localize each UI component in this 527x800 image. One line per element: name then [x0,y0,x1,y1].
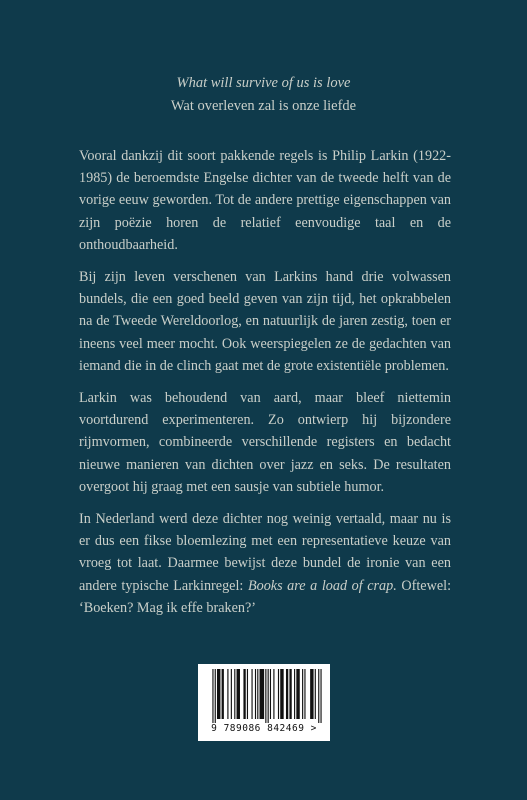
barcode-bar [315,669,316,719]
barcode-bar [227,669,228,719]
barcode-bar [270,669,271,719]
barcode-bar [296,669,299,719]
barcode-bar [234,669,235,719]
isbn-barcode [198,664,330,741]
blurb-paragraph-3: Larkin was behoudend van aard, maar bleef niettemin voortdurend experimenteren. Zo ontwierp hij bijzondere rijmvormen, combineerde verschillende registers en bedacht nieuwe manieren van dichten over jazz en seks. De resultaten overgoot hij graag met een sausje van subtiele humor. [79,390,451,495]
barcode-bar [222,669,224,719]
barcode-bar [310,669,313,719]
barcode-bar [268,669,269,723]
paragraph-4-text: In Nederland werd deze dichter nog weinig vertaald, maar nu is er dus een fikse bloemlezing met een representatieve keuze van vroeg tot laat. Daarmee bewijst deze bundel de ironie van een andere typische Larkinregel: [79,511,451,594]
barcode-bar [251,669,252,719]
larkin-quote: Books are a load of crap. [247,577,397,594]
barcode-bar [294,669,295,719]
barcode-bar [217,669,220,719]
barcode-bar [237,669,240,719]
barcode-bar [212,669,213,723]
barcode-bar [273,669,274,719]
barcode-bar [278,669,279,719]
barcode-bar [231,669,232,719]
barcode-digits: 9 789086 842469 > [211,723,317,734]
paragraph-4-ending: Oftewel: ‘Boeken? Mag ik effe braken?’ [79,577,452,616]
barcode-bar [304,669,305,719]
barcode-bar [255,669,256,719]
barcode-bar [280,669,283,719]
epigraph-english: What will survive of us is love [176,75,351,91]
barcode-bars [205,669,323,723]
barcode-bar [247,669,248,719]
blurb-paragraph-2: Bij zijn leven verschenen van Larkins hand drie volwassen bundels, die een goed beeld geven van zijn tijd, het opkrabbelen na de Tweede Wereldoorlog, en natuurlijk de jaren zestig, toen er ineens veel meer mocht. Ook weerspiegelen ze de gedachten van iemand die in de clinch gaat met de grote existentiële problemen. [79,269,451,374]
barcode-bar [215,669,216,723]
barcode-bar [302,669,303,719]
barcode-bar [320,669,321,723]
barcode-bar [265,669,266,723]
barcode-bar [257,669,258,719]
barcode-bar [289,669,291,719]
barcode-bar [243,669,245,719]
blurb-paragraph-4 [79,508,451,619]
blurb-text [79,145,451,629]
blurb-paragraph-1: Vooral dankzij dit soort pakkende regels is Philip Larkin (1922-1985) de beroemdste Engelse dichter van de tweede helft van de vorige eeuw geworden. Tot de andere prettige eigenschappen van zijn poëzie horen de relatief eenvoudige taal en de onthoudbaarheid. [79,148,451,253]
barcode-bar [260,669,265,719]
barcode-bar [286,669,288,719]
epigraph-dutch: Wat overleven zal is onze liefde [170,98,357,114]
barcode-bar [318,669,319,723]
